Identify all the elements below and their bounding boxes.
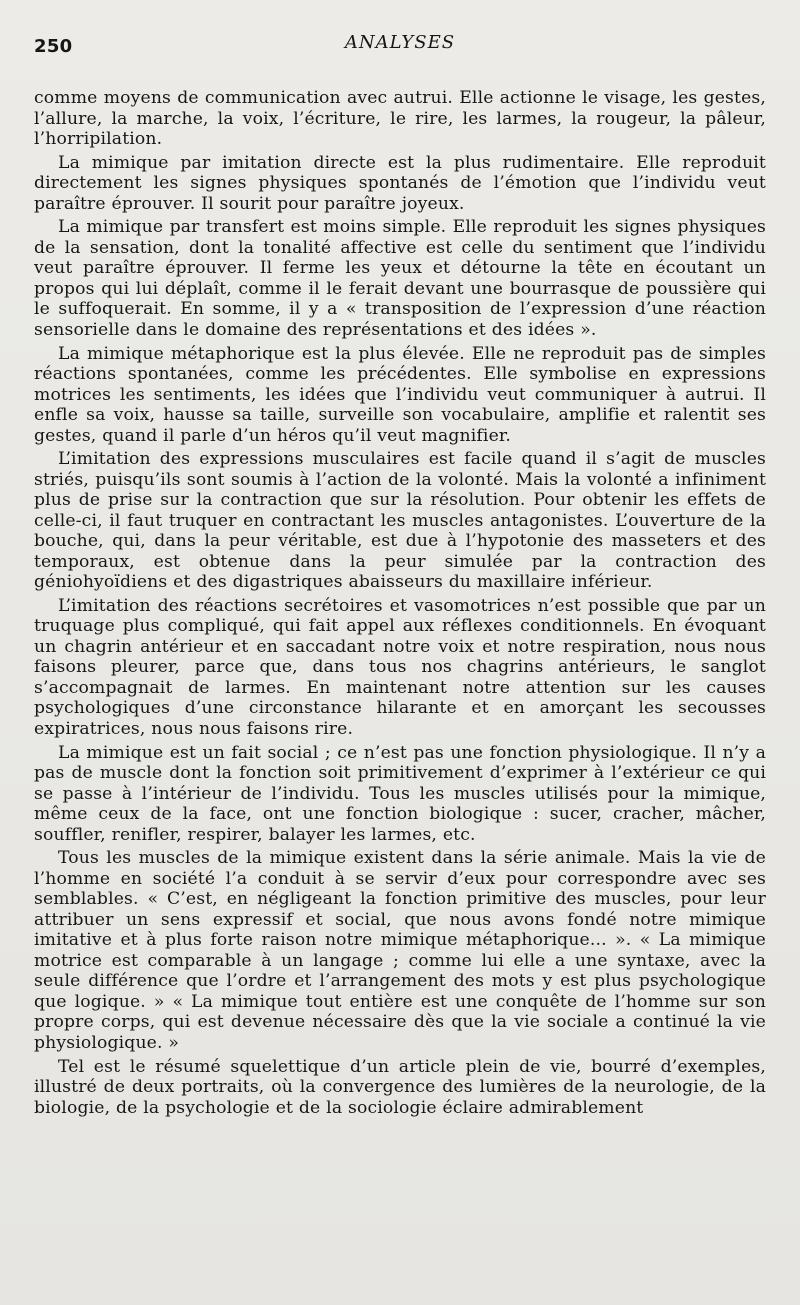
paragraph: Tel est le résumé squelettique d’un article plein de vie, bourré d’exemples, illustré de deux portraits, où la convergence des lumières de la neurologie, de la biologie, de la psychologie et de la sociologie éclaire admirablement	[34, 1056, 766, 1118]
page-number: 250	[34, 36, 73, 57]
running-head: ANALYSES	[344, 32, 456, 53]
paragraph: La mimique par transfert est moins simple. Elle reproduit les signes physiques de la sensation, dont la tonalité affective est celle du sentiment que l’individu veut paraître éprouver. Il ferme les yeux et détourne la tête en écoutant un propos qui lui déplaît, comme il le ferait devant une bourrasque de poussière qui le suffoquerait. En somme, il y a « transposition de l’expression d’une réaction sensorielle dans le domaine des représentations et des idées ».	[34, 217, 766, 340]
article-body	[34, 88, 766, 1118]
paragraph: La mimique est un fait social ; ce n’est pas une fonction physiologique. Il n’y a pas de muscle dont la fonction soit primitivement d’exprimer à l’extérieur ce qui se passe à l’intérieur de l’individu. Tous les muscles utilisés pour la mimique, même ceux de la face, ont une fonction biologique : sucer, cracher, mâcher, souffler, renifler, respirer, balayer les larmes, etc.	[34, 742, 766, 845]
paragraph: Tous les muscles de la mimique existent dans la série animale. Mais la vie de l’homme en société l’a conduit à se servir d’eux pour correspondre avec ses semblables. « C’est, en négligeant la fonction primitive des muscles, pour leur attribuer un sens expressif et social, que nous avons fondé notre mimique imitative et à plus forte raison notre mimique métaphorique... ». « La mimique motrice est comparable à un langage ; comme lui elle a une syntaxe, avec la seule différence que l’ordre et l’arrangement des mots y est plus psychologique que logique. » « La mimique tout entière est une conquête de l’homme sur son propre corps, qui est devenue nécessaire dès que la vie sociale a continué la vie physiologique. »	[34, 848, 766, 1053]
paragraph: La mimique par imitation directe est la plus rudimentaire. Elle reproduit directement les signes physiques spontanés de l’émotion que l’individu veut paraître éprouver. Il sourit pour paraître joyeux.	[34, 152, 766, 214]
paragraph: comme moyens de communication avec autrui. Elle actionne le visage, les gestes, l’allure, la marche, la voix, l’écriture, le rire, les larmes, la rougeur, la pâleur, l’horripilation.	[34, 88, 766, 149]
paragraph: L’imitation des expressions musculaires est facile quand il s’agit de muscles striés, puisqu’ils sont soumis à l’action de la volonté. Mais la volonté a infiniment plus de prise sur la contraction que sur la résolution. Pour obtenir les effets de celle-ci, il faut truquer en contractant les muscles antagonistes. L’ouverture de la bouche, qui, dans la peur véritable, est due à l’hypotonie des masseters et des temporaux, est obtenue dans la peur simulée par la contraction des géniohyoïdiens et des digastriques abaisseurs du maxillaire inférieur.	[34, 449, 766, 593]
paragraph: La mimique métaphorique est la plus élevée. Elle ne reproduit pas de simples réactions spontanées, comme les précédentes. Elle symbolise en expressions motrices les sentiments, les idées que l’individu veut communiquer à autrui. Il enfle sa voix, hausse sa taille, surveille son vocabulaire, amplifie et ralentit ses gestes, quand il parle d’un héros qu’il veut magnifier.	[34, 343, 766, 446]
page-header	[34, 30, 766, 58]
paragraph: L’imitation des réactions secrétoires et vasomotrices n’est possible que par un truquage plus compliqué, qui fait appel aux réflexes conditionnels. En évoquant un chagrin antérieur et en saccadant notre voix et notre respiration, nous nous faisons pleurer, parce que, dans tous nos chagrins antérieurs, le sanglot s’accompagnait de larmes. En maintenant notre attention sur les causes psychologiques d’une circonstance hilarante et en amorçant les secousses expiratrices, nous nous faisons rire.	[34, 595, 766, 739]
